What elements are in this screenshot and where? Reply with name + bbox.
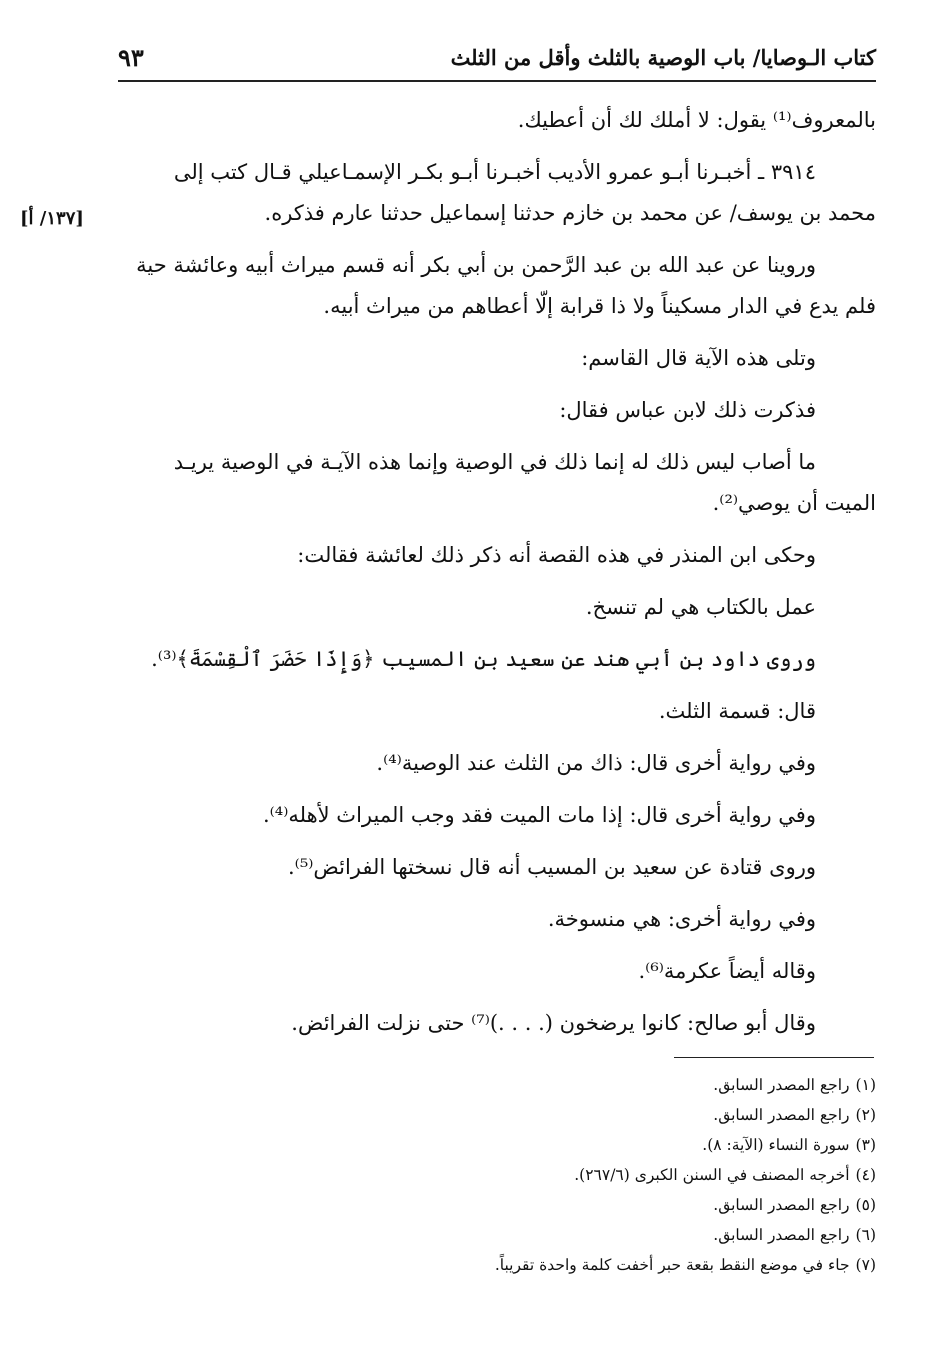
footnote-text: سورة النساء (الآية: ٨). [702,1136,850,1154]
footnote-number: (٤) [855,1166,876,1184]
footnote-text: راجع المصدر السابق. [713,1196,850,1214]
footnote [300,1160,876,1190]
footnote-separator [674,1057,874,1058]
footnote-text: راجع المصدر السابق. [713,1106,850,1124]
footnote-text: راجع المصدر السابق. [713,1226,850,1244]
folio-margin-note: [١٣٧/ أ] [20,208,84,229]
text-line: فذكرت ذلك لابن عباس فقال: [559,398,816,422]
paragraph [96,847,876,888]
footnote-text: جاء في موضع النقط بقعة حبر أخفت كلمة واحدة تقريباً. [494,1256,850,1274]
text-line: عمل بالكتاب هي لم تنسخ. [585,595,816,619]
text-line: محمد بن يوسف/ عن محمد بن خازم حدثنا إسماعيل حدثنا عارم فذكره. [264,201,876,225]
text-line: ٣٩١٤ ـ أخبـرنا أبـو عمرو الأديب أخبـرنا أبـو بكـر الإسمـاعيلي قـال كتب إلى [173,160,816,184]
text-line: وفي رواية أخرى قال: إذا مات الميت فقد وجب الميراث لأهله⁽⁴⁾. [262,803,816,827]
footnote-number: (٢) [855,1106,876,1124]
footnote-number: (١) [855,1076,876,1094]
paragraph [96,442,876,524]
text-line: وفي رواية أخرى قال: ذاك من الثلث عند الوصية⁽⁴⁾. [376,751,816,775]
text-line: وروينا عن عبد الله بن عبد الرَّحمن بن أبي بكر أنه قسم ميراث أبيه وعائشة حية [136,253,816,277]
footnote [300,1070,876,1100]
footnote-number: (٧) [855,1256,876,1274]
footnote [300,1130,876,1160]
footnote-number: (٣) [855,1136,876,1154]
paragraph [96,100,876,141]
footnote-number: (٥) [855,1196,876,1214]
text-line: فلم يدع في الدار مسكيناً ولا ذا قرابة إلّا أعطاهم من ميراث أبيه. [323,294,876,318]
footnote [300,1250,876,1280]
paragraph [96,743,876,784]
footnote-number: (٦) [855,1226,876,1244]
page-header [118,34,876,82]
footnote [300,1100,876,1130]
paragraph-hadith-3914 [96,152,876,234]
text-line: وحكى ابن المنذر في هذه القصة أنه ذكر ذلك لعائشة فقالت: [297,543,816,567]
text-line: وفي رواية أخرى: هي منسوخة. [547,907,816,931]
paragraph [96,899,876,940]
text-line: وروى قتادة عن سعيد بن المسيب أنه قال نسختها الفرائض⁽⁵⁾. [287,855,816,879]
footnote-text: أخرجه المصنف في السنن الكبرى (٢٦٧/٦). [574,1166,850,1184]
paragraph [96,795,876,836]
text-line: ما أصاب ليس ذلك له إنما ذلك في الوصية وإنما هذه الآيـة في الوصية يريـد [173,450,816,474]
text-line: وتلى هذه الآية قال القاسم: [581,346,816,370]
page-number: ٩٣ [118,42,144,72]
paragraph [96,535,876,576]
paragraph [96,587,876,628]
footnote-text: راجع المصدر السابق. [713,1076,850,1094]
main-text [96,100,876,1055]
text-line: قال: قسمة الثلث. [658,699,816,723]
paragraph [96,951,876,992]
text-line: بالمعروف⁽¹⁾ يقول: لا أملك لك أن أعطيك. [517,108,876,132]
footnotes [300,1070,876,1280]
running-title: كتاب الـوصايا/ باب الوصية بالثلث وأقل من الثلث [450,44,876,70]
text-line: وروى داود بن أبي هند عن سعيد بن المسيب ﴿وَإِذَا حَضَرَ ٱلْقِسْمَةَ﴾⁽³⁾. [151,647,816,671]
paragraph [96,390,876,431]
paragraph [96,691,876,732]
paragraph [96,1003,876,1044]
text-line: الميت أن يوصي⁽²⁾. [712,491,876,515]
text-line: وقاله أيضاً عكرمة⁽⁶⁾. [638,959,816,983]
paragraph [96,245,876,327]
footnote [300,1220,876,1250]
text-line: وقال أبو صالح: كانوا يرضخون (. . . .)⁽⁷⁾ حتى نزلت الفرائض. [291,1011,816,1035]
paragraph [96,338,876,379]
paragraph-quran-quote [96,639,876,680]
footnote [300,1190,876,1220]
